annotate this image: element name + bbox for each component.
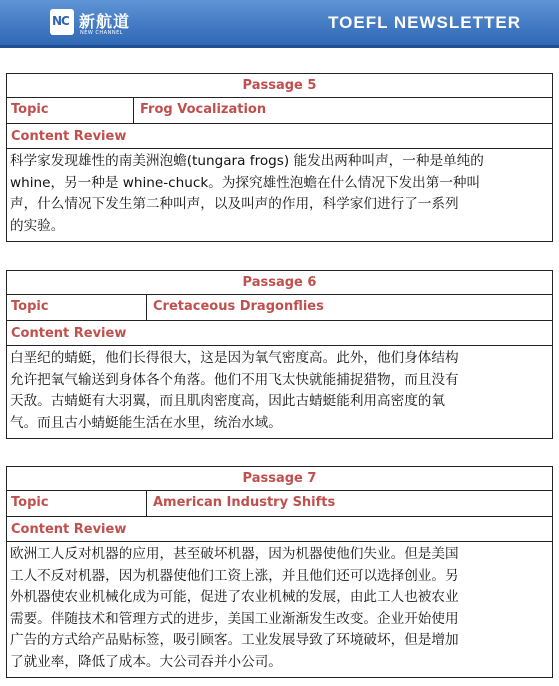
body-line: 了就业率，降低了成本。大公司吞并小公司。 bbox=[10, 653, 282, 670]
topic-value: American Industry Shifts bbox=[153, 495, 336, 510]
passage-title-row bbox=[7, 467, 552, 491]
body-line: 科学家发现雄性的南美洲泡蟾(tungara frogs) 能发出两种叫声，一种是单纯的 bbox=[10, 153, 484, 169]
content-review-body bbox=[7, 346, 552, 439]
passage-title-row bbox=[7, 74, 552, 98]
passage-title: Passage 7 bbox=[242, 471, 317, 486]
newsletter-title: TOEFL NEWSLETTER bbox=[328, 13, 521, 32]
body-line: 广告的方式给产品贴标签，吸引顾客。工业发展导致了环境破坏，但是增加 bbox=[10, 632, 459, 648]
passage-title: Passage 6 bbox=[242, 275, 317, 290]
body-line: 外机器使农业机械化成为可能，促进了农业机械的发展，由此工人也被农业 bbox=[10, 589, 459, 605]
new-channel-logo bbox=[50, 9, 160, 39]
passage-title-row bbox=[7, 271, 552, 295]
passage-title: Passage 5 bbox=[242, 78, 317, 93]
passage-table bbox=[6, 73, 553, 242]
topic-label: Topic bbox=[7, 295, 147, 320]
topic-value: Cretaceous Dragonflies bbox=[153, 299, 324, 314]
body-line: 的实验。 bbox=[10, 217, 65, 234]
content-review-label: Content Review bbox=[11, 521, 127, 537]
topic-row bbox=[7, 98, 552, 124]
topic-row bbox=[7, 295, 552, 321]
body-line: 需要。伴随技术和管理方式的进步，美国工业渐渐发生改变。企业开始使用 bbox=[10, 610, 459, 627]
passage-table bbox=[6, 270, 553, 439]
content-review-body bbox=[7, 542, 552, 678]
topic-label: Topic bbox=[7, 98, 134, 123]
topic-row bbox=[7, 491, 552, 517]
topic-label: Topic bbox=[7, 491, 147, 516]
content-review-body bbox=[7, 149, 552, 242]
body-line: 天敌。古蜻蜓有大羽翼，而且肌肉密度高，因此古蜻蜓能利用高密度的氧 bbox=[10, 393, 445, 409]
content-review-label: Content Review bbox=[11, 325, 127, 341]
body-line: 白垩纪的蜻蜓，他们长得很大，这是因为氧气密度高。此外，他们身体结构 bbox=[10, 350, 459, 366]
content-review-row bbox=[7, 321, 552, 346]
logo-mark-icon: NC bbox=[50, 9, 74, 35]
body-line: 工人不反对机器，因为机器使他们工资上涨，并且他们还可以选择创业。另 bbox=[10, 567, 459, 584]
body-line: 声，什么情况下发生第二种叫声，以及叫声的作用，科学家们进行了一系列 bbox=[10, 196, 459, 212]
body-line: 允许把氧气输送到身体各个角落。他们不用飞太快就能捕捉猎物，而且没有 bbox=[10, 371, 459, 388]
content-review-row bbox=[7, 517, 552, 542]
body-line: 气。而且古小蜻蜓能生活在水里，统治水域。 bbox=[10, 414, 282, 431]
topic-value: Frog Vocalization bbox=[140, 102, 267, 117]
logo-english-text: NEW CHANNEL bbox=[80, 30, 124, 36]
logo-chinese-text: 新航道 bbox=[79, 12, 131, 31]
content-review-label: Content Review bbox=[11, 128, 127, 144]
content-review-row bbox=[7, 124, 552, 149]
passage-table bbox=[6, 466, 553, 678]
body-line: 欧洲工人反对机器的应用，甚至破坏机器，因为机器使他们失业。但是美国 bbox=[10, 546, 459, 562]
body-line: whine，另一种是 whine-chuck。为探究雄性泡蟾在什么情况下发出第一种叫 bbox=[10, 174, 481, 191]
newsletter-header bbox=[0, 0, 559, 48]
